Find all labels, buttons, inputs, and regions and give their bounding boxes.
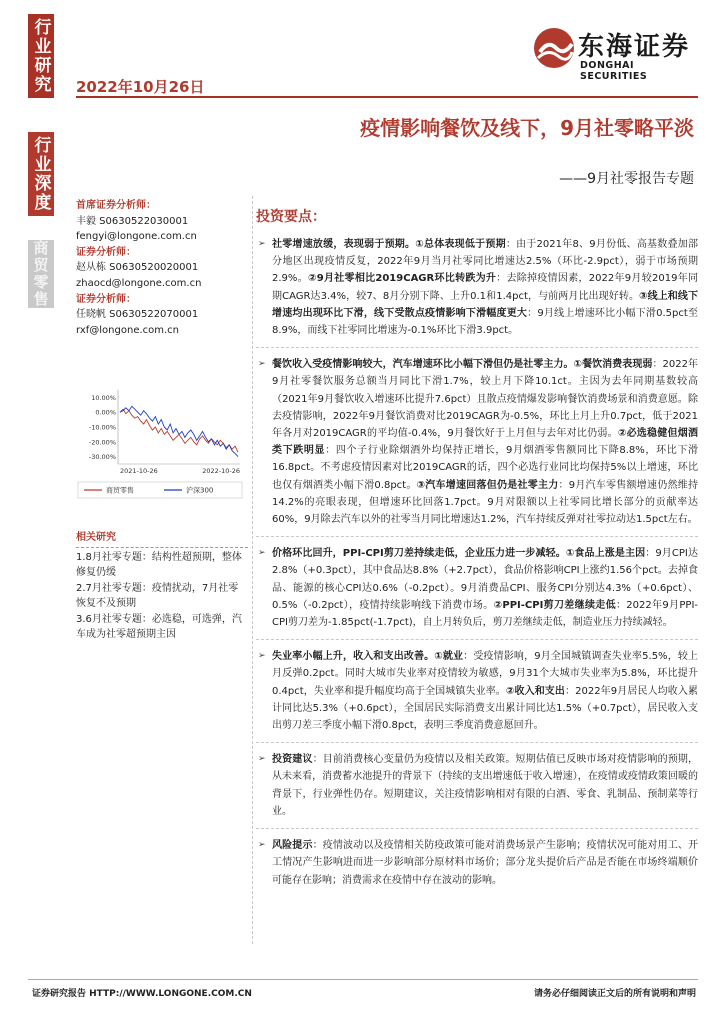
analyst-email[interactable]: rxf@longone.com.cn <box>76 324 180 336</box>
footer-disclaimer: 请务必仔细阅读正文后的所有说明和声明 <box>533 989 696 999</box>
analyst-label: 证券分析师： <box>76 246 136 258</box>
legend-label: 沪深300 <box>186 486 214 495</box>
analyst-label: 证券分析师： <box>76 293 136 305</box>
y-tick-label: -20.00% <box>88 438 116 447</box>
analyst-name: 任晓帆 S0630522070001 <box>76 309 199 321</box>
highlight-text: 风险提示：疫情波动以及疫情相关防疫政策可能对消费场景产生影响；疫情状况可能对用工、开工情况产生影响进而进一步影响部分原材料市场价；部分龙头提价后产品是否能在市场终端顺价可能存在影响；消费需求在疫情中存在波动的影响。 <box>272 840 699 886</box>
arrow-bullet-icon: ➢ <box>258 239 266 249</box>
related-item[interactable]: 1.8月社零专题：结构性超预期，整体修复仍缓 <box>76 551 242 578</box>
related-research <box>76 530 248 643</box>
page-footer <box>28 979 698 1001</box>
report-date: 2022年10月26日 <box>76 78 205 96</box>
arrow-bullet-icon: ➢ <box>258 754 266 765</box>
side-tab-industry-depth: 行业深度 <box>28 132 54 216</box>
highlight-paragraph <box>256 751 698 829</box>
y-tick-label: -30.00% <box>88 453 116 462</box>
arrow-bullet-icon: ➢ <box>258 359 266 370</box>
x-tick-label: 2022-10-26 <box>202 467 240 475</box>
analyst-label: 首席证券分析师： <box>76 200 156 211</box>
analyst-email[interactable]: zhaocd@longone.com.cn <box>76 277 202 289</box>
highlight-text: 餐饮收入受疫情影响较大，汽车增速环比小幅下滑但仍是社零主力。①餐饮消费表现弱：2022年9月社零餐饮服务总额当月同比下滑1.7%，较上月下降10.1ct。主因为去年同期基数较高（2021年9月餐饮收入增速环比提升7.6pct）且散点疫情爆发影响餐饮消费场景和消费意愿。除去疫情影响，2022年9月餐饮消费对比2019CAGR为-0.5%，环比上月上升0.7pct，低于2021年各月对2019CAGR的平均值-0.4%，9月餐饮好于上月但与去年对比仍弱。②必选稳健但烟酒类下跌明显：四个子行业除烟酒外均保持正增长，9月烟酒零售额同比下降8.8%，环比下滑16.8pct。不考虑疫情因素对比2019CAGR的话，四个必选行业同比均保持5%以上增速，环比也仅有烟酒类小幅下滑0.8pct。③汽车增速回落但仍是社零主力：9月汽车零售额增速仍然维持14.2%的亮眼表现，但增速环比回落1.7pct。9月对限额以上社零同比增长部分的贡献率达60%，9月除去汽车以外的社零当月同比增速达1.2%，汽车持续反弹对社零拉动达1.5pct左右。 <box>272 359 699 526</box>
analyst-name: 赵从栋 S0630520020001 <box>76 262 199 274</box>
highlight-paragraph <box>256 545 698 640</box>
brand-name-en: DONGHAI SECURITIES <box>580 60 648 82</box>
side-tab-sector: 商贸零售 <box>28 240 54 308</box>
series-line <box>120 406 238 456</box>
footer-website[interactable]: 证券研究报告 HTTP://WWW.LONGONE.COM.CN <box>32 989 252 999</box>
related-item[interactable]: 3.6月社零专题：必选稳，可选弹，汽车成为社零超预期主因 <box>76 613 242 640</box>
highlight-paragraph <box>256 837 698 897</box>
analyst-name: 丰毅 S0630522030001 <box>76 215 189 227</box>
legend-label: 商贸零售 <box>106 486 134 495</box>
analyst-email[interactable]: fengyi@longone.com.cn <box>76 231 197 243</box>
highlight-text: 投资建议：目前消费核心变量仍为疫情以及相关政策。短期估值已反映市场对疫情影响的预期，从未来看，消费蓄水池提升的背景下（持续的支出增速低于收入增速），在疫情或疫情政策回暖的背景下，行业弹性仍存。短期建议，关注疫情影响相对有限的白酒、零食、乳制品、预制菜等行业。 <box>272 754 699 817</box>
investment-highlights-title: 投资要点： <box>256 209 326 225</box>
highlight-paragraph <box>256 236 698 348</box>
arrow-bullet-icon: ➢ <box>258 651 266 662</box>
investment-highlights <box>256 236 698 905</box>
performance-chart <box>76 386 244 508</box>
related-title: 相关研究 <box>76 530 248 548</box>
column-divider <box>252 196 253 944</box>
highlight-paragraph <box>256 356 698 537</box>
highlight-text: 价格环比回升，PPI-CPI剪刀差持续走低，企业压力进一步减轻。①食品上涨是主因：9月CPI达2.8%（+0.3pct），其中食品达8.8%（+2.7pct），食品价格影响CPI上涨约1.56个pct。去掉食品、能源的核心CPI达0.6%（-0.2pct）。9月消费品CPI、服务CPI分别达4.3%（+0.6pct）、0.5%（-0.2pct），疫情持续影响线下消费市场。②PPI-CPI剪刀差继续走低：2022年9月PPI-CPI剪刀差为-1.85pct(-1.7pct)，自上月转负后，剪刀差继续走低，制造业压力持续减轻。 <box>272 548 699 629</box>
x-tick-label: 2021-10-26 <box>120 467 158 475</box>
brand-logo <box>532 24 702 82</box>
analyst-list <box>76 198 236 338</box>
brand-name-cn: 东海证券 <box>578 32 691 62</box>
donghai-logo-icon <box>532 26 576 70</box>
y-tick-label: 10.00% <box>91 393 116 402</box>
y-tick-label: -10.00% <box>88 423 116 432</box>
y-tick-label: 0.00% <box>95 408 116 417</box>
header-rule <box>76 96 698 98</box>
related-item[interactable]: 2.7月社零专题：疫情扰动，7月社零恢复不及预期 <box>76 582 239 609</box>
highlight-text: 失业率小幅上升，收入和支出改善。①就业：受疫情影响，9月全国城镇调查失业率5.5%，较上月反弹0.2pct。同时大城市失业率对疫情较为敏感，9月31个大城市失业率为5.8%，环比提升0.4pct，失业率和提升幅度均高于全国城镇失业率。②收入和支出：2022年9月居民人均收入累计同比达5.3%（+0.6pct），全国居民实际消费支出累计同比达1.5%（+0.7pct），居民收入支出剪刀差三季度小幅下滑0.8pct，表明三季度消费意愿回升。 <box>272 651 698 732</box>
highlight-text: 社零增速放缓，表现弱于预期。①总体表现低于预期：由于2021年8、9月份低、高基数叠加部分地区出现疫情反复，2022年9月当月社零同比增速达2.5%（环比-2.9pct），弱于市场预期2.9%。②9月社零相比2019CAGR环比转跌为升：去除掉疫情因素，2022年9月较2019年同期CAGR达3.4%，较7、8月分别下降、上升0.1和1.4pct，与前两月比出现好转。③线上和线下增速均出现环比下滑，线下受散点疫情影响下滑幅度更大：9月线上增速环比小幅下滑0.5pct至8.9%，而线下社零同比增速为-0.1%环比下滑3.9pct。 <box>272 239 699 337</box>
highlight-paragraph <box>256 648 698 743</box>
report-title: 疫情影响餐饮及线下，9月社零略平淡 <box>360 116 694 140</box>
arrow-bullet-icon: ➢ <box>258 840 266 851</box>
arrow-bullet-icon: ➢ <box>258 548 266 559</box>
report-subtitle: ——9月社零报告专题 <box>559 171 694 187</box>
side-tab-industry-research: 行业研究 <box>28 14 54 98</box>
legend-box <box>78 482 242 498</box>
